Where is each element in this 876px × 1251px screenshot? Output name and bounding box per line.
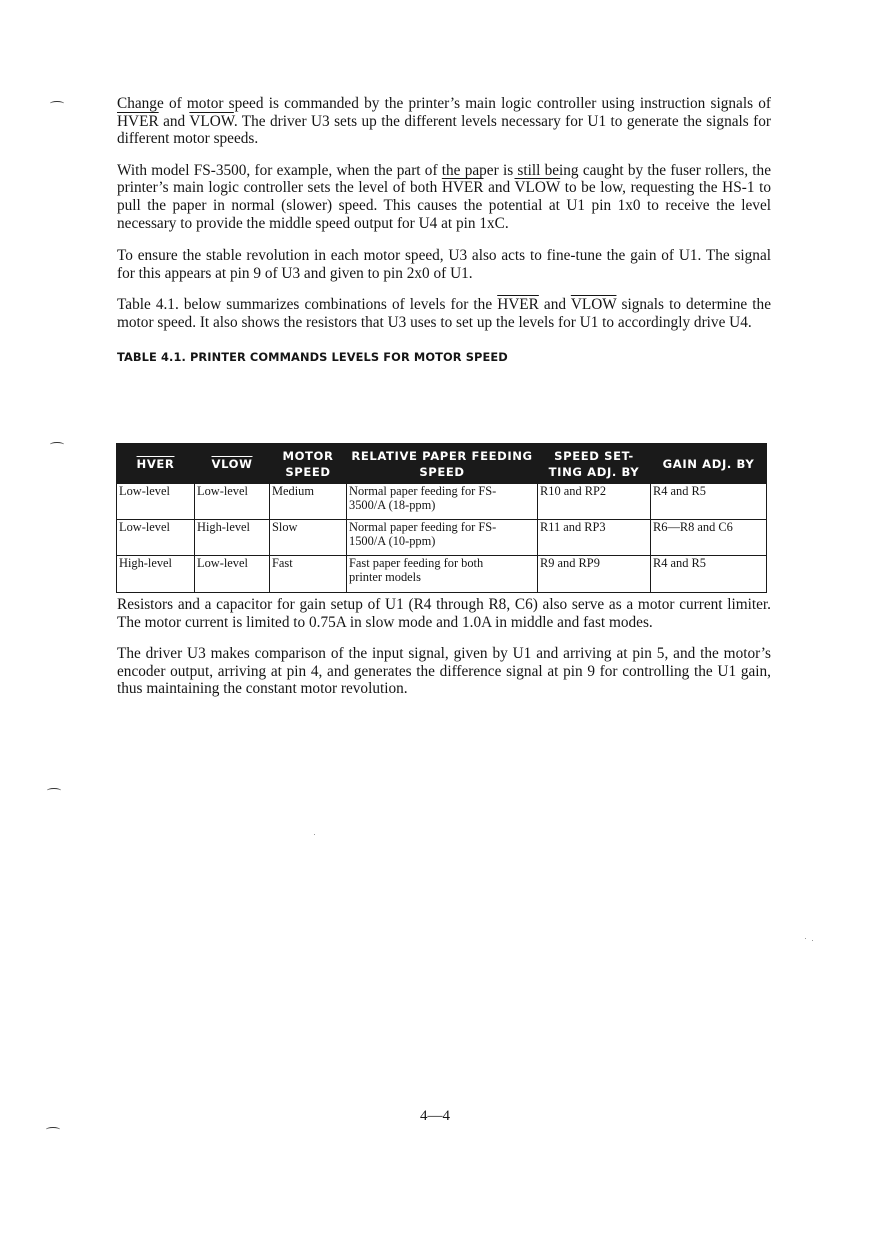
signal-vlow: VLOW	[570, 296, 617, 314]
signal-hver: HVER	[497, 296, 539, 314]
page-body	[117, 95, 771, 364]
table-header-row	[117, 444, 767, 484]
text-run: and	[538, 296, 571, 314]
cell-line1: Normal paper feeding for FS-	[349, 484, 497, 498]
paragraph-table-intro	[117, 296, 771, 331]
header-motor-speed	[270, 444, 347, 484]
signal-hver: HVER	[441, 179, 484, 197]
header-label-line2: SPEED	[419, 464, 465, 479]
text-run: With model FS-3500, for example, when the part of the paper is still being caught by the fuser rollers, the printer’s main logic controller sets the level of both	[117, 161, 771, 197]
cell-speed-setting: R10 and RP2	[538, 484, 651, 520]
header-label-line1: RELATIVE PAPER FEEDING	[351, 448, 533, 463]
paragraph-motor-speed-command	[117, 95, 771, 148]
cell-vlow: High-level	[195, 520, 270, 556]
cell-motor-speed: Slow	[270, 520, 347, 556]
text-run: Table 4.1. below summarizes combinations of levels for the	[117, 296, 498, 314]
printer-commands-table	[116, 443, 767, 593]
signal-hver: HVER	[117, 112, 159, 130]
cell-gain-adj: R4 and R5	[651, 484, 767, 520]
scan-speck	[812, 940, 813, 941]
cell-hver: High-level	[117, 556, 195, 593]
header-label: HVER	[136, 456, 175, 471]
scan-speck	[314, 834, 315, 835]
table-caption: TABLE 4.1. PRINTER COMMANDS LEVELS FOR MOTOR SPEED	[117, 349, 508, 364]
text-run: and	[483, 179, 515, 197]
cell-line1: Fast paper feeding for both	[349, 556, 484, 570]
cell-relative-feed	[347, 556, 538, 593]
cell-line1: Normal paper feeding for FS-	[349, 520, 497, 534]
cell-vlow: Low-level	[195, 556, 270, 593]
text-run: to be low, requesting the HS-1 to pull the paper in normal (slower) speed. This causes the potential at U1 pin 1x0 to receive the level necessary to provide the middle speed output for U4 at pin 1xC.	[117, 179, 771, 232]
header-label-line1: MOTOR	[282, 448, 334, 463]
cell-hver: Low-level	[117, 484, 195, 520]
cell-relative-feed	[347, 520, 538, 556]
cell-speed-setting: R11 and RP3	[538, 520, 651, 556]
paragraph-comparison: The driver U3 makes comparison of the input signal, given by U1 and arriving at pin 5, and the motor’s encoder output, arriving at pin 4, and generates the difference signal at pin 9 for controlling the U1 gain, thus maintaining the constant motor revolution.	[117, 645, 771, 698]
cell-line2: 3500/A (18-ppm)	[349, 497, 436, 512]
paragraph-fs3500-example	[117, 162, 771, 232]
header-gain-adj: GAIN ADJ. BY	[651, 444, 767, 484]
cell-gain-adj: R4 and R5	[651, 556, 767, 593]
table-row	[117, 520, 767, 556]
cell-hver: Low-level	[117, 520, 195, 556]
paragraph-gain-tuning: To ensure the stable revolution in each motor speed, U3 also acts to fine-tune the gain of U1. The signal for this appears at pin 9 of U3 and given to pin 2x0 of U1.	[117, 247, 771, 282]
text-run: . The driver U3 sets up the different levels necessary for U1 to generate the signals for different motor speeds.	[117, 112, 771, 148]
header-relative-feed	[347, 444, 538, 484]
table-row	[117, 484, 767, 520]
header-speed-setting	[538, 444, 651, 484]
text-run: and	[158, 112, 190, 130]
header-label-line1: SPEED SET-	[554, 448, 634, 463]
binder-hole-mark	[47, 788, 61, 793]
cell-relative-feed	[347, 484, 538, 520]
cell-motor-speed: Medium	[270, 484, 347, 520]
cell-motor-speed: Fast	[270, 556, 347, 593]
header-hver	[117, 444, 195, 484]
cell-line2: 1500/A (10-ppm)	[349, 533, 436, 548]
cell-vlow: Low-level	[195, 484, 270, 520]
page-number: 4—4	[420, 1108, 450, 1124]
cell-line2: printer models	[349, 569, 421, 584]
header-vlow	[195, 444, 270, 484]
binder-hole-mark	[46, 1127, 60, 1132]
paragraph-current-limiter: Resistors and a capacitor for gain setup of U1 (R4 through R8, C6) also serve as a motor current limiter. The motor current is limited to 0.75A in slow mode and 1.0A in middle and fast modes.	[117, 596, 771, 631]
text-run: Change of motor speed is commanded by the printer’s main logic controller using instruction signals of	[117, 95, 771, 112]
header-label-line2: TING ADJ. BY	[548, 464, 640, 479]
page-body-lower	[117, 596, 771, 713]
binder-hole-mark	[50, 442, 64, 447]
header-label-line2: SPEED	[285, 464, 331, 479]
signal-vlow: VLOW	[514, 179, 561, 197]
cell-gain-adj: R6—R8 and C6	[651, 520, 767, 556]
header-label: VLOW	[211, 456, 253, 471]
text-run: signals to determine the motor speed. It also shows the resistors that U3 uses to set up the levels for U1 to accordingly drive U4.	[117, 296, 771, 331]
cell-speed-setting: R9 and RP9	[538, 556, 651, 593]
scan-speck	[805, 938, 806, 939]
signal-vlow: VLOW	[189, 112, 234, 130]
table-row	[117, 556, 767, 593]
binder-hole-mark	[50, 101, 64, 106]
